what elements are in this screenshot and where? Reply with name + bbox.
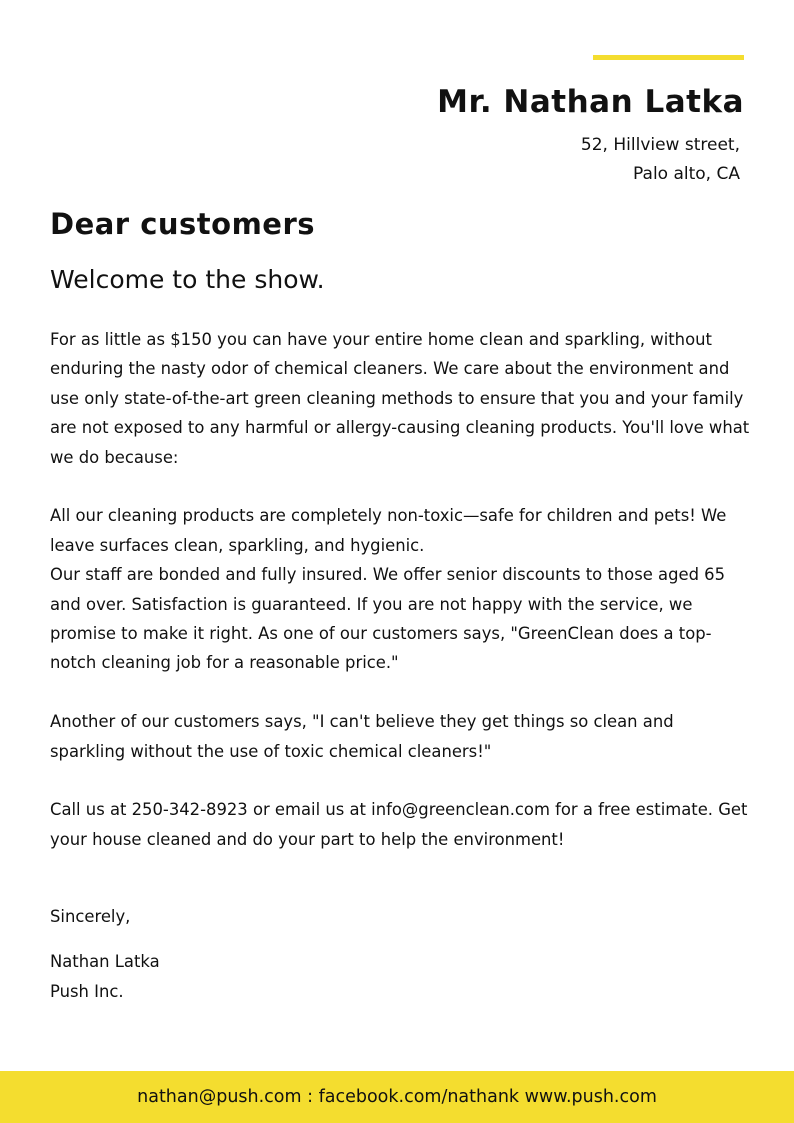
signature-company: Push Inc.: [50, 982, 124, 1001]
sender-name: Mr. Nathan Latka: [437, 84, 744, 120]
subtitle: Welcome to the show.: [50, 265, 325, 294]
closing: Sincerely,: [50, 907, 131, 926]
letter-body: [50, 325, 750, 854]
paragraph-intro: For as little as $150 you can have your entire home clean and sparkling, without enduring the nasty odor of chemical cleaners. We care about the environment and use only state-of-the-art green cleaning methods to ensure that you and your family are not exposed to any harmful or allergy-causing cleaning products. You'll love what we do because:: [50, 330, 750, 467]
paragraph-testimonial: Another of our customers says, "I can't believe they get things so clean and sparkling without the use of toxic chemical cleaners!": [50, 712, 674, 761]
accent-bar: [593, 55, 744, 60]
paragraph-staff: Our staff are bonded and fully insured. We offer senior discounts to those aged 65 and over. Satisfaction is guaranteed. If you are not happy with the service, we promise to make it right. As one of our customers says, "GreenClean does a top-notch cleaning job for a reasonable price.": [50, 565, 726, 673]
sender-address: [581, 131, 740, 189]
footer-contact: nathan@push.com : facebook.com/nathank www.push.com: [137, 1087, 657, 1107]
paragraph-spacer: [50, 678, 750, 707]
signature-block: [50, 947, 160, 1007]
paragraph-products: All our cleaning products are completely non-toxic—safe for children and pets! We leave surfaces clean, sparkling, and hygienic.: [50, 506, 727, 555]
paragraph-spacer: [50, 472, 750, 501]
signature-name: Nathan Latka: [50, 952, 160, 971]
paragraph-spacer: [50, 766, 750, 795]
footer-bar: [0, 1071, 794, 1123]
paragraph-call-to-action: Call us at 250-342-8923 or email us at info@greenclean.com for a free estimate. Get your house cleaned and do your part to help the environment!: [50, 800, 748, 849]
address-line-2: Palo alto, CA: [633, 164, 740, 184]
greeting: Dear customers: [50, 207, 316, 241]
address-line-1: 52, Hillview street,: [580, 135, 740, 155]
